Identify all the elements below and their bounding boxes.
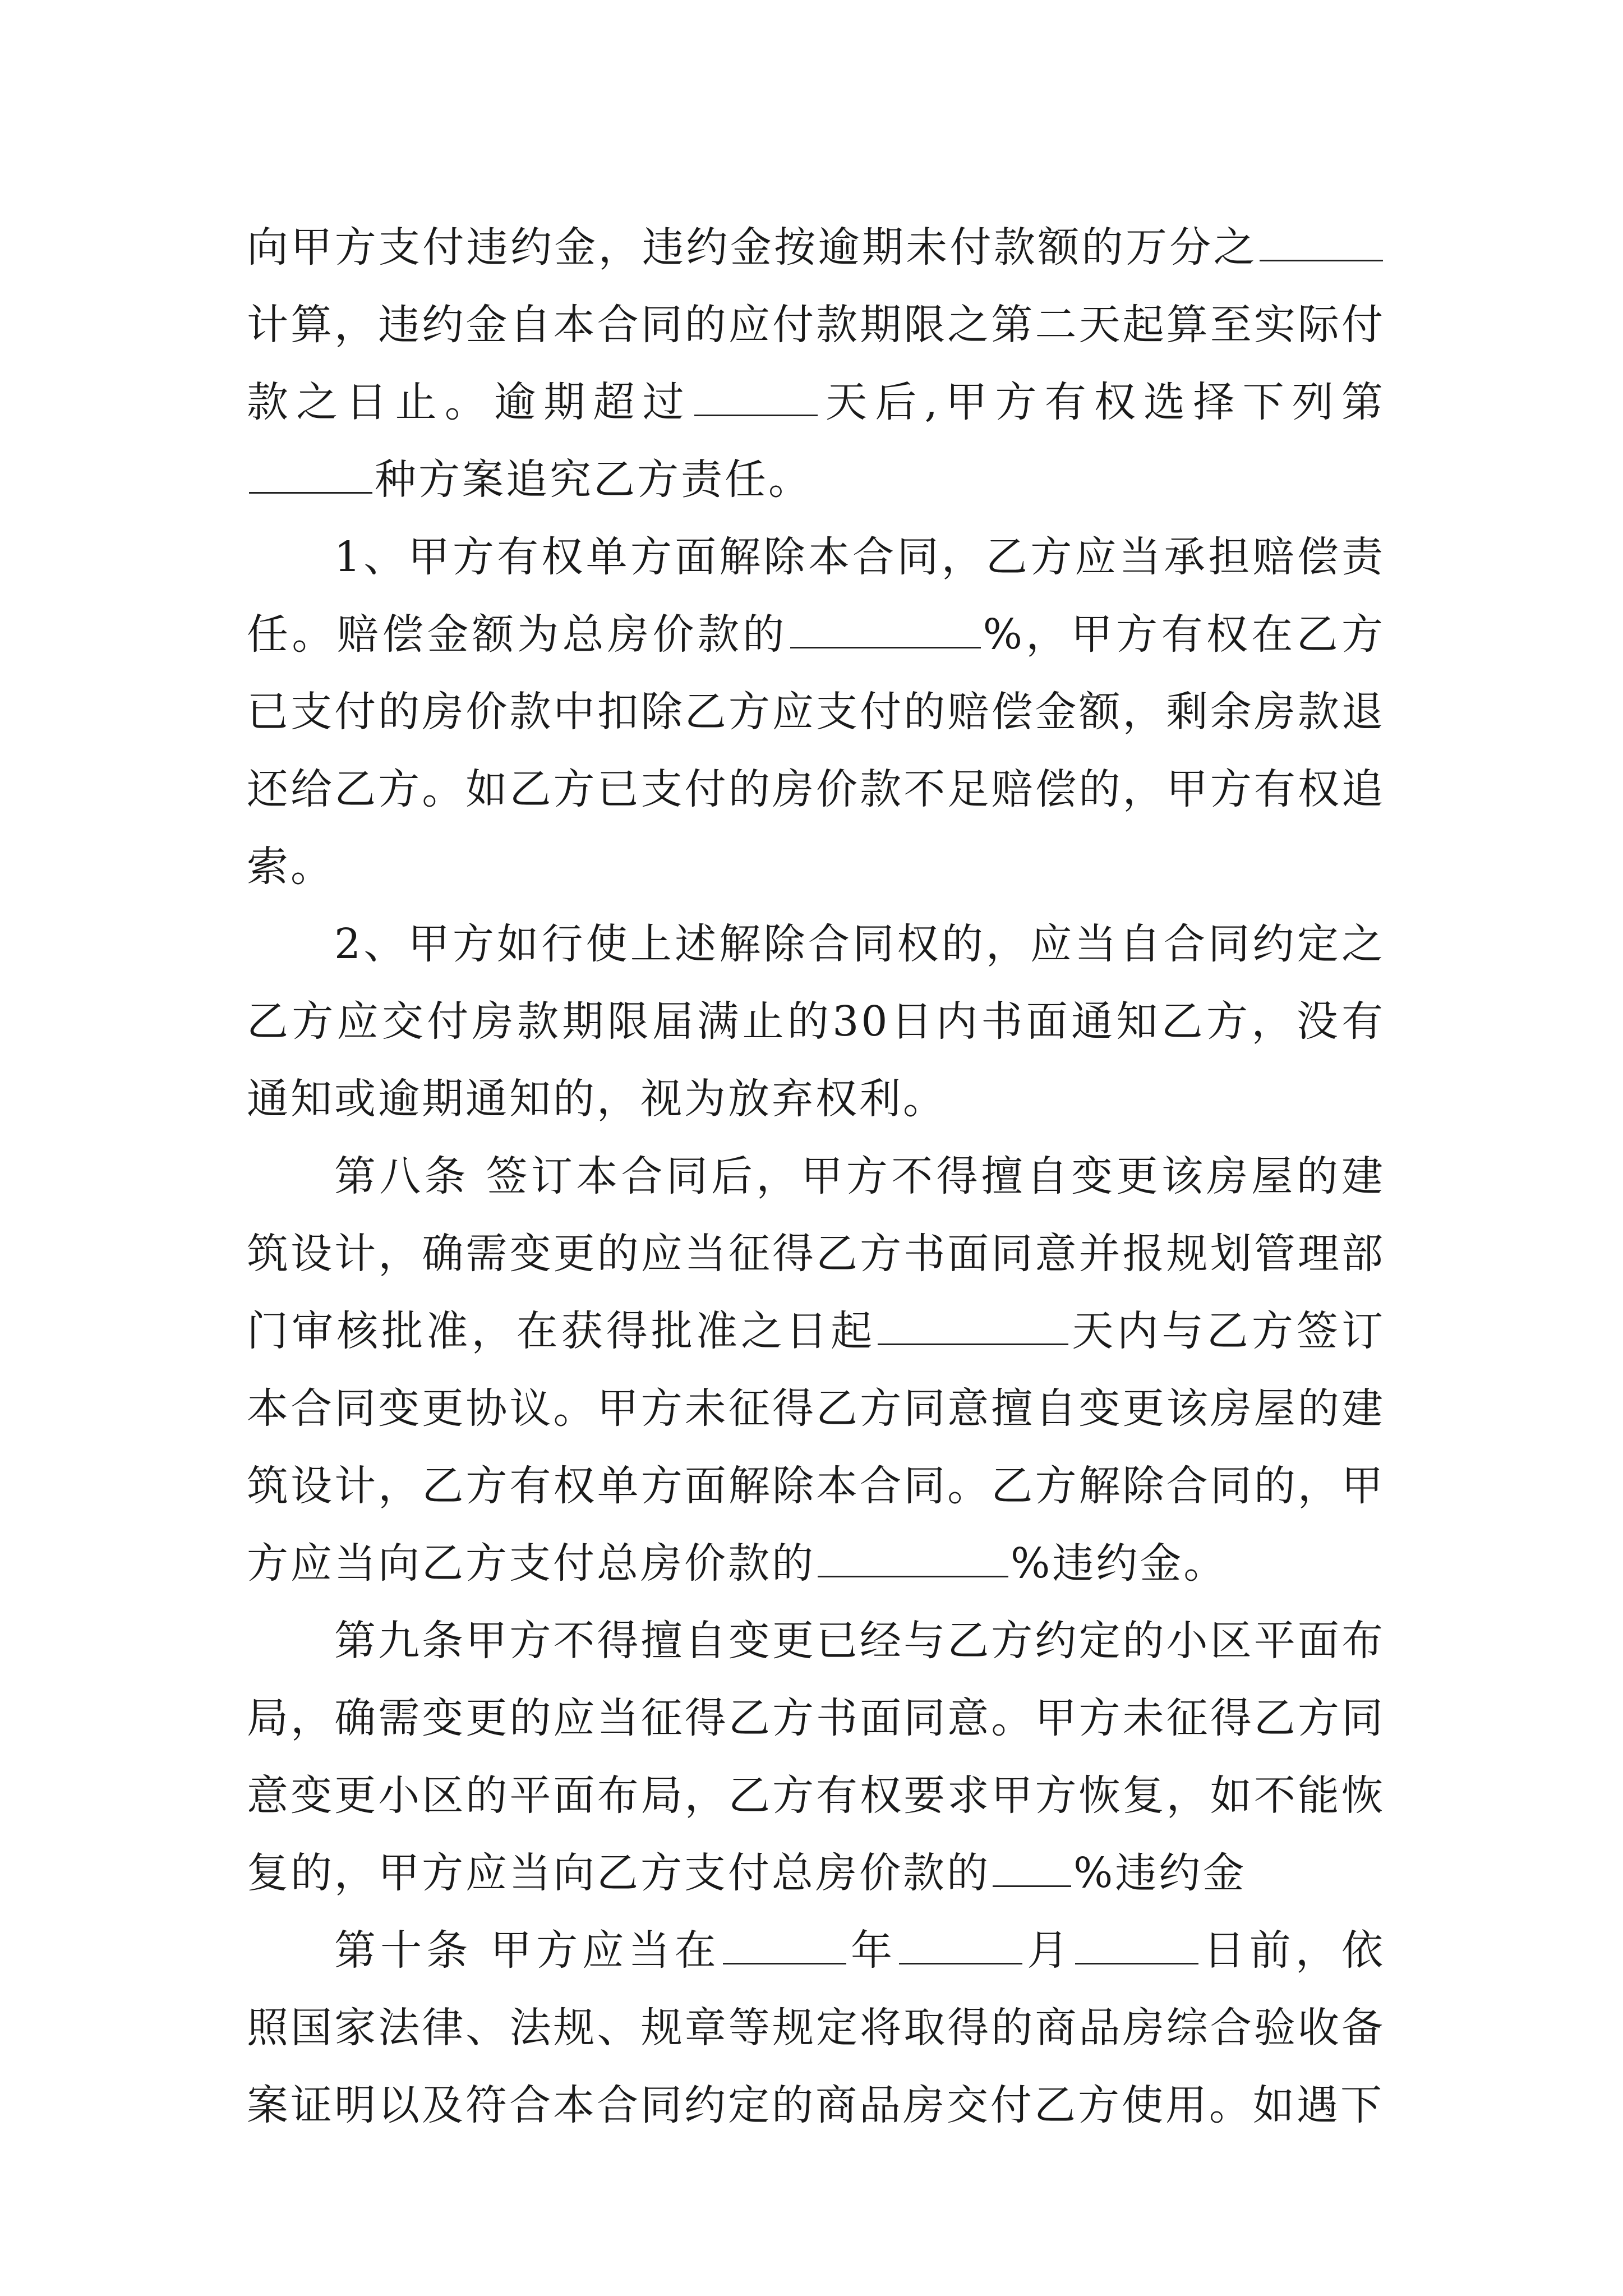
paragraph-text: 2、甲方如行使上述解除合同权的，应当自合同约定之乙方应交付房款期限届满止的30日内书面通知乙方，没有通知或逾期通知的，视为放弃权利。 bbox=[247, 920, 1385, 1123]
paragraph-text: 计算，违约金自本合同的应付款期限之第二天起算至实际付款之日止。逾期超过 bbox=[247, 301, 1385, 426]
fill-in-blank bbox=[1260, 220, 1383, 261]
paragraph-text: %违约金 bbox=[1073, 1849, 1247, 1897]
fill-in-blank bbox=[694, 375, 818, 416]
contract-paragraph bbox=[247, 1138, 1385, 1602]
contract-paragraph bbox=[247, 905, 1385, 1138]
fill-in-blank bbox=[249, 453, 372, 494]
paragraph-text: 向甲方支付违约金，违约金按逾期未付款额的万分之 bbox=[247, 223, 1257, 272]
paragraph-text: 天后,甲方有权选择下列第 bbox=[819, 378, 1385, 426]
paragraph-text: 月 bbox=[1025, 1926, 1073, 1975]
fill-in-blank bbox=[790, 608, 981, 648]
fill-in-blank bbox=[878, 1304, 1068, 1345]
paragraph-text: 第九条甲方不得擅自变更已经与乙方约定的小区平面布局，确需变更的应当征得乙方书面同意。甲方未征得乙方同意变更小区的平面布局，乙方有权要求甲方恢复，如不能恢复的，甲方应当向乙方支付总房价款的 bbox=[247, 1617, 1385, 1897]
paragraph-text: 第八条 签订本合同后，甲方不得擅自变更该房屋的建筑设计，确需变更的应当征得乙方书面同意并报规划管理部门审核批准，在获得批准之日起 bbox=[247, 1152, 1385, 1355]
paragraph-text: 种方案追究乙方责任。 bbox=[375, 455, 812, 504]
paragraph-text: %，甲方有权在乙方已支付的房价款中扣除乙方应支付的赔偿金额，剩余房款退还给乙方。如乙方已支付的房价款不足赔偿的，甲方有权追索。 bbox=[247, 610, 1385, 891]
contract-paragraph bbox=[247, 1912, 1385, 2144]
fill-in-blank bbox=[899, 1924, 1022, 1964]
contract-text bbox=[247, 209, 1385, 2144]
fill-in-blank bbox=[1075, 1924, 1198, 1964]
paragraph-text: 日前，依照国家法律、法规、规章等规定将取得的商品房综合验收备案证明以及符合本合同约定的商品房交付乙方使用。如遇下 bbox=[247, 1926, 1386, 2129]
paragraph-text: %违约金。 bbox=[1011, 1539, 1228, 1588]
fill-in-blank bbox=[818, 1536, 1008, 1577]
paragraph-text: 1、甲方有权单方面解除本合同，乙方应当承担赔偿责任。赔偿金额为总房价款的 bbox=[247, 533, 1385, 659]
contract-paragraph bbox=[247, 1602, 1385, 1912]
contract-paragraph bbox=[247, 209, 1385, 518]
fill-in-blank bbox=[993, 1846, 1071, 1887]
paragraph-text: 第十条 甲方应当在 bbox=[334, 1926, 721, 1975]
paragraph-text: 年 bbox=[848, 1926, 897, 1975]
fill-in-blank bbox=[723, 1924, 846, 1964]
contract-paragraph bbox=[247, 518, 1385, 905]
paragraph-text: 天内与乙方签订本合同变更协议。甲方未征得乙方同意擅自变更该房屋的建筑设计，乙方有权单方面解除本合同。乙方解除合同的，甲方应当向乙方支付总房价款的 bbox=[247, 1307, 1386, 1588]
